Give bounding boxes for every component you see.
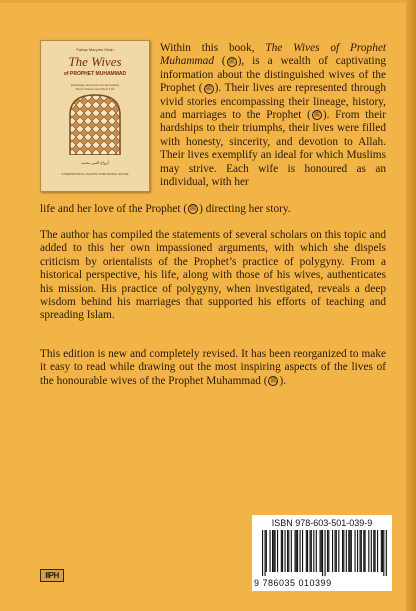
isbn-digits: 9 786035 010399 — [254, 578, 332, 588]
barcode-bar — [266, 530, 267, 572]
barcode-bar — [306, 530, 307, 572]
barcode-bar — [307, 530, 308, 572]
barcode-bar — [316, 530, 317, 572]
thumb-publisher: INTERNATIONAL ISLAMIC PUBLISHING HOUSE — [61, 172, 129, 176]
barcode-bars — [262, 530, 387, 576]
barcode-bar — [386, 530, 387, 576]
barcode-bar — [285, 530, 286, 572]
salawat-symbol: ﷺ — [204, 85, 213, 92]
blurb-text: Within this book, — [160, 42, 266, 54]
blurb-paragraph-1 — [160, 42, 386, 189]
blurb-text: ). — [279, 374, 287, 387]
barcode-bar — [327, 530, 328, 572]
barcode-bar — [281, 530, 282, 572]
barcode-bar — [291, 530, 292, 572]
barcode-bar — [360, 530, 361, 572]
blurb-paragraph-1-tail — [40, 203, 386, 216]
barcode-bar — [346, 530, 347, 572]
barcode-bar — [265, 530, 266, 576]
blurb-text: ( — [213, 55, 226, 68]
barcode-bar — [273, 530, 274, 572]
barcode-bar — [328, 530, 329, 572]
barcode-bar — [357, 530, 358, 572]
barcode-bar — [275, 530, 276, 572]
barcode-bar — [343, 530, 344, 572]
barcode-bar — [361, 530, 362, 572]
salawat-symbol: ﷺ — [189, 206, 197, 213]
barcode-bar — [320, 530, 321, 572]
barcode-bar — [355, 530, 356, 572]
barcode-bar — [383, 530, 384, 576]
publisher-logo: IIPH — [40, 569, 64, 582]
barcode-bar — [375, 530, 376, 572]
salawat-symbol: ﷺ — [228, 58, 236, 65]
barcode-bar — [322, 530, 323, 576]
barcode-bar — [295, 530, 296, 572]
barcode-bar — [262, 530, 263, 576]
barcode-bar — [351, 530, 352, 572]
barcode-bar — [277, 530, 278, 572]
blurb-text: life and her love of the Prophet ( — [40, 203, 188, 215]
isbn-label: ISBN 978-603-501-039-9 — [271, 518, 373, 528]
barcode-bar — [365, 530, 366, 572]
barcode-bar — [313, 530, 314, 572]
barcode-bar — [296, 530, 297, 572]
barcode-bar — [300, 530, 301, 572]
barcode-bar — [321, 530, 322, 572]
barcode-bar — [371, 530, 372, 572]
barcode-bar — [297, 530, 298, 572]
barcode-bar — [288, 530, 289, 572]
barcode-bar — [287, 530, 288, 572]
thumb-arabic-title: أزواج النبي محمد — [81, 160, 109, 165]
barcode-bar — [382, 530, 383, 572]
thumb-title-line2: of PROPHET MUHAMMAD — [63, 71, 127, 77]
blurb-paragraph-2: The author has compiled the statements of several scholars on this topic and added to this her own impassioned arguments, with which she dispels criticism by orientalists of the Prophet’s practice of polygyny. From a historical perspective, his life, along with those of his wives, authenticates his mission. His practice of polygyny, when investigated, reveals a deep wisdom behind his marriages that supported his efforts of teaching and spreading Islam. — [40, 229, 386, 322]
barcode-bar — [310, 530, 311, 572]
barcode-bar — [272, 530, 273, 572]
barcode-bar — [363, 530, 364, 572]
spine-edge — [406, 0, 416, 611]
barcode-bar — [335, 530, 336, 572]
barcode-bar — [377, 530, 378, 572]
blurb-text: ) directing her story. — [199, 203, 291, 215]
barcode-bar — [302, 530, 303, 572]
thumb-subtitle-text: (blessings and peace be upon him) — [70, 83, 120, 87]
salawat-symbol: ﷺ — [269, 378, 278, 385]
thumb-author: Fariqa Maryam Khan — [76, 47, 114, 52]
barcode-bar — [373, 530, 374, 572]
barcode-bar — [350, 530, 351, 572]
barcode-bar — [381, 530, 382, 572]
blurb-text: ). From their hardships to their triumphs, their lives were filled with honesty, sincerity, and devotion to Allah. Their lives exemplify an ideal for which Muslims may strive. Each wife is honoured as an individual, with her — [160, 109, 386, 189]
cover-top-edge — [0, 0, 416, 3]
salawat-symbol: ﷺ — [313, 112, 321, 119]
barcode-bar — [336, 530, 337, 572]
book-title-italic: The Wives of Prophet Muhammad — [160, 42, 387, 68]
barcode-bar — [282, 530, 283, 572]
blurb-text: ), is a wealth of captivating information about the distinguished wives of the Prophet ( — [160, 55, 386, 95]
thumb-subtitle — [41, 83, 149, 91]
blurb-text: This edition is new and completely revised. It has been reorganized to make it easy to read while drawing out the most inspiring aspects of the lives of the honourable wives of the Prophet Muhammad ( — [40, 348, 386, 387]
front-cover-thumbnail — [40, 40, 150, 192]
blurb-paragraph-3 — [40, 348, 386, 388]
barcode-bar — [270, 530, 271, 572]
arched-window-illustration — [68, 93, 122, 155]
barcode-bar — [325, 530, 326, 576]
blurb-text: ). Their lives are represented through vivid stories encompassing their lineage, history, and marriages to the Prophet ( — [160, 82, 386, 122]
barcode-bar — [332, 530, 333, 572]
isbn-barcode — [252, 515, 392, 591]
barcode-bar — [338, 530, 339, 572]
thumb-tagline: Their Strives and Their Life — [75, 87, 115, 91]
barcode-bar — [342, 530, 343, 572]
barcode-bar — [311, 530, 312, 572]
thumb-title: The Wives — [68, 54, 122, 69]
barcode-bar — [368, 530, 369, 572]
barcode-bar — [348, 530, 349, 572]
